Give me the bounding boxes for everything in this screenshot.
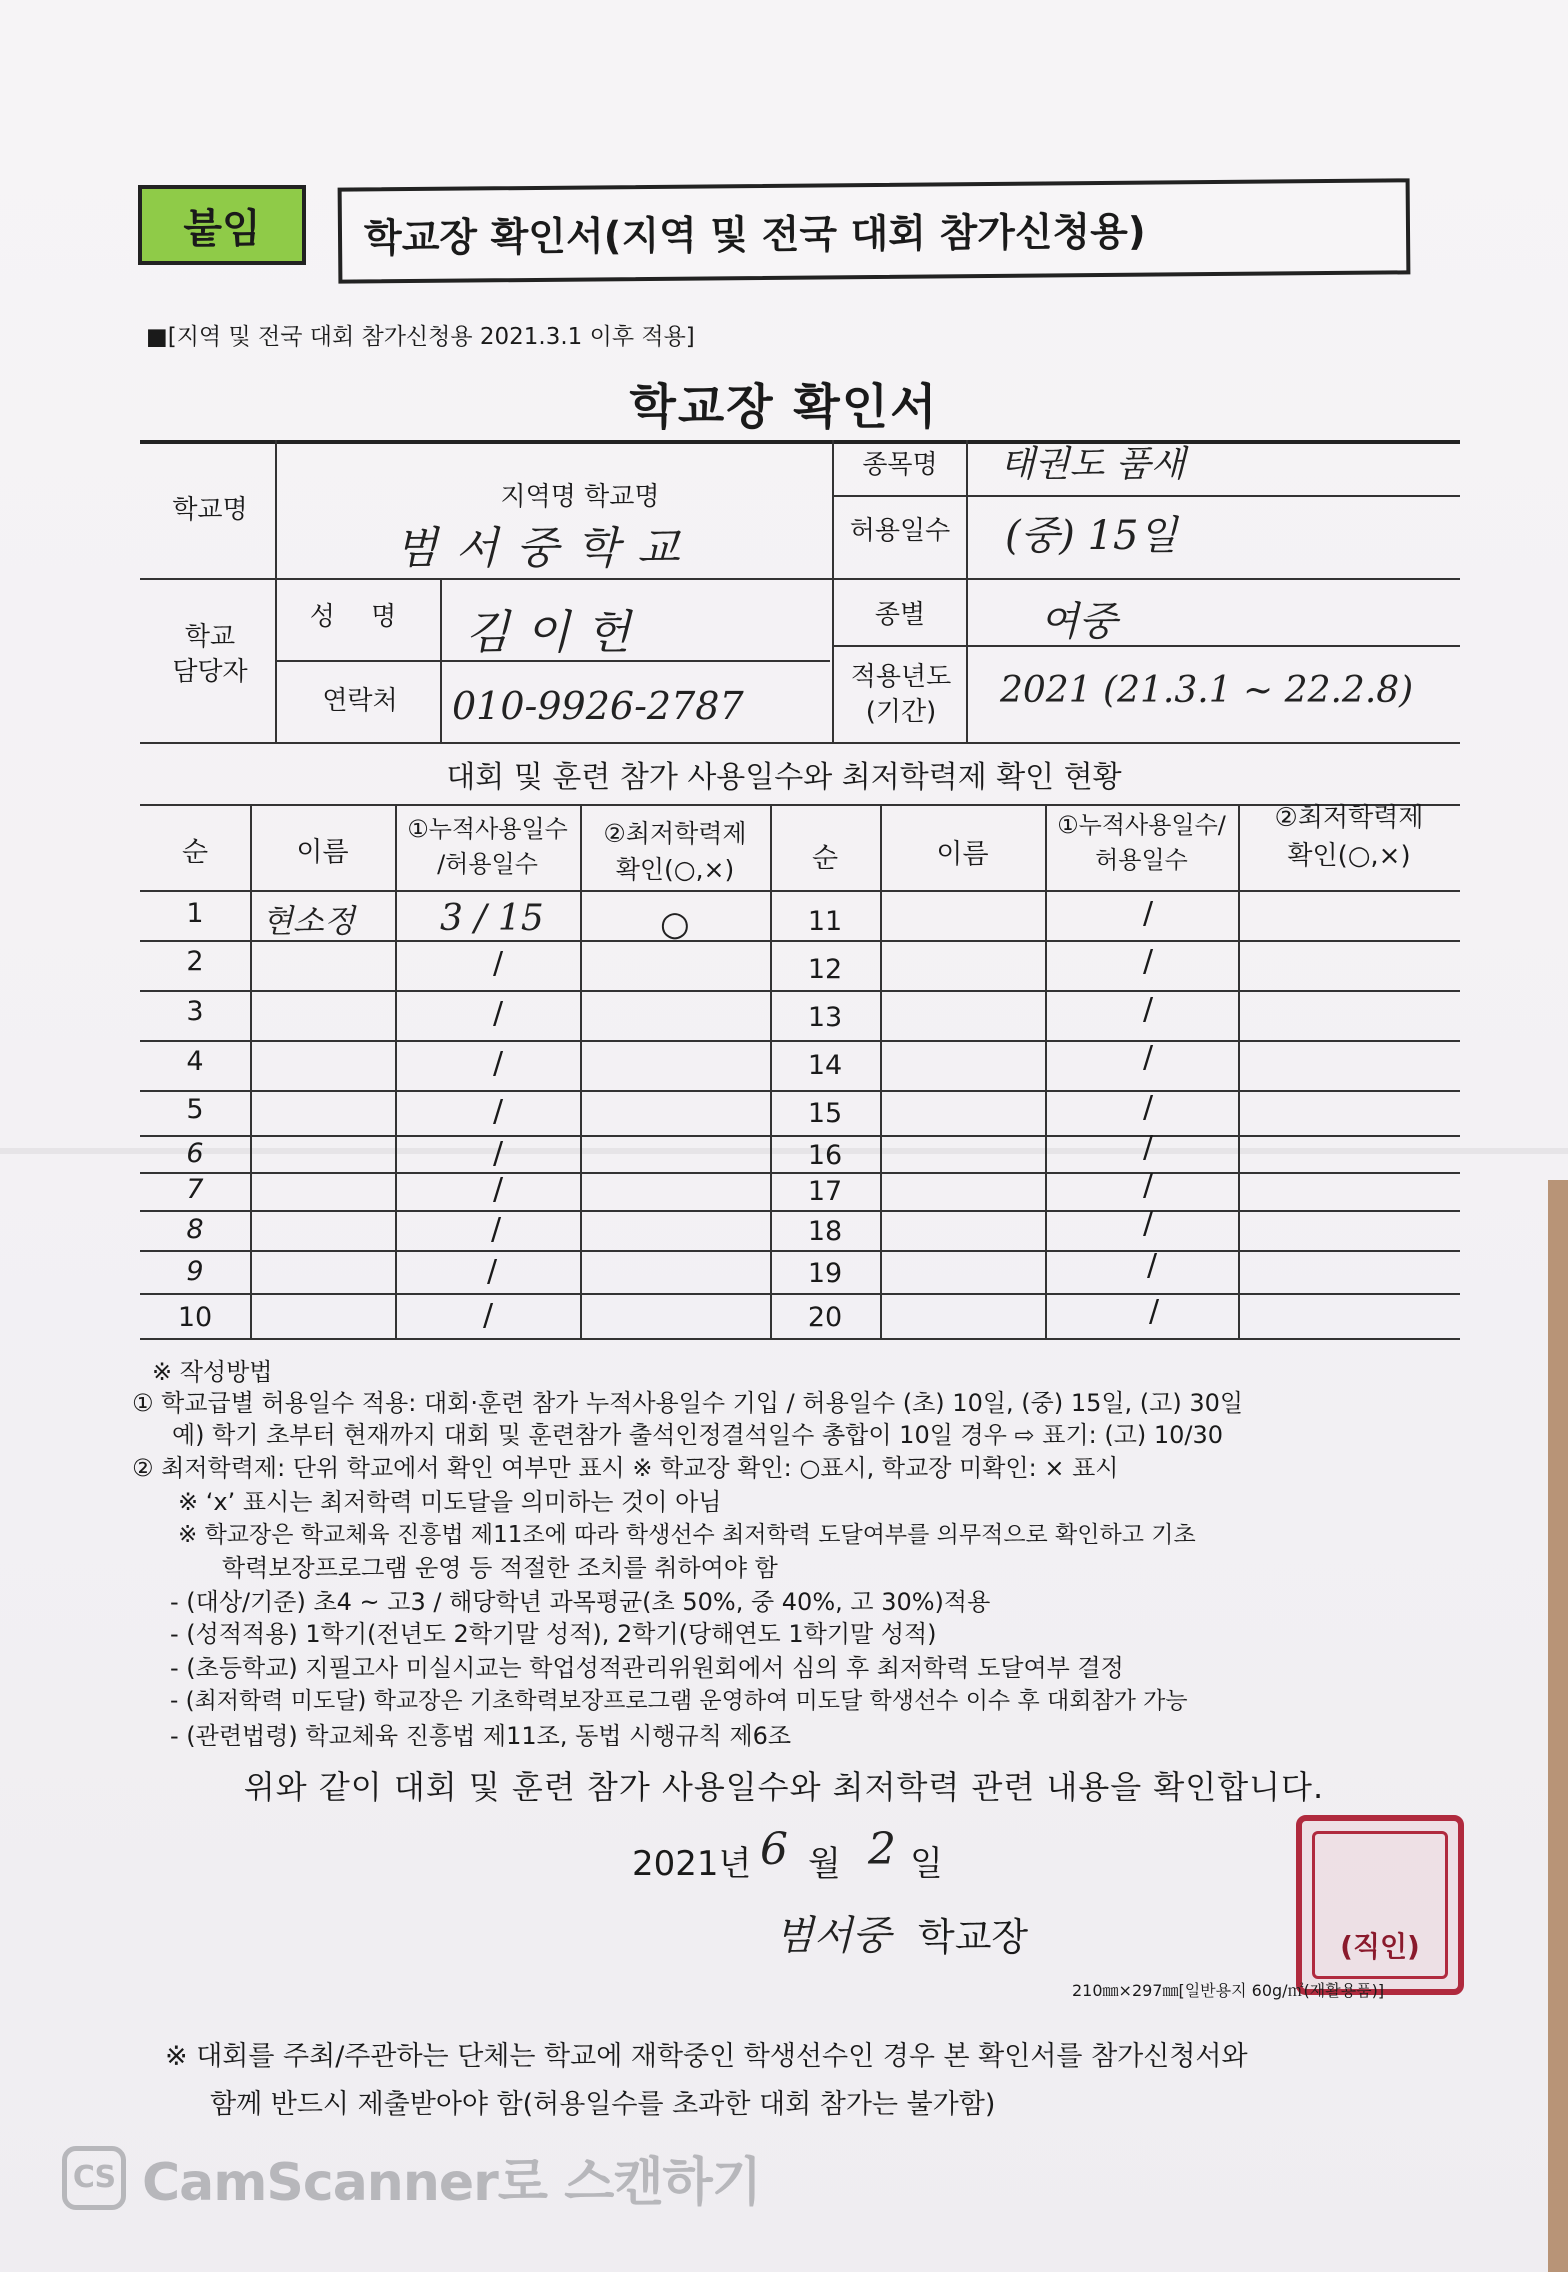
info-table-bottom-border [140,742,1460,744]
row-no: 10 [177,1302,213,1333]
event-label: 종목명 [862,450,938,480]
info-table-top-border [140,440,1460,444]
row-days: / [492,1172,504,1207]
note-line: 예) 학기 초부터 현재까지 대회 및 훈련참가 출석인정결석일수 총합이 10일 경우 ⇨ 표기: (고) 10/30 [172,1421,1224,1449]
status-header-bottom [140,890,1460,892]
allowed-days-value: (중) 15일 [1005,513,1178,559]
attachment-badge: 붙임 [138,185,306,265]
status-row-line [140,1090,1460,1092]
row-no-right: 17 [807,1176,843,1207]
info-line [832,645,1460,647]
row-days-right: / [1148,1294,1160,1329]
info-line [140,578,1460,580]
gender-value: 여중 [1040,599,1118,645]
row-days-right: / [1142,992,1154,1027]
gender-label: 종별 [874,600,926,630]
row-days-right: / [1142,944,1154,979]
row-no-right: 16 [807,1140,843,1171]
school-label: 학교명 [172,495,248,525]
background-table-edge [1548,1180,1568,2272]
header-days-right: ①누적사용일수/ 허용일수 [1057,811,1226,874]
header-check-right: ②최저학력제 확인(○,×) [1274,803,1424,871]
camscanner-watermark [62,2140,761,2215]
note-line: ① 학교급별 허용일수 적용: 대회·훈련 참가 누적사용일수 기입 / 허용일수 (초) 10일, (중) 15일, (고) 30일 [132,1389,1244,1417]
info-col-line [832,440,834,742]
date-day-unit: 일 [910,1844,943,1884]
school-caption: 지역명 학교명 [500,482,660,512]
info-col-line [275,440,277,742]
row-days: / [486,1254,498,1289]
row-days: / [490,1212,502,1247]
note-line: ※ 학교장은 학교체육 진흥법 제11조에 따라 학생선수 최저학력 도달여부를 의무적으로 확인하고 기초 [178,1522,1196,1548]
status-row-line [140,1135,1460,1137]
row-no: 5 [186,1094,204,1125]
header-no: 순 [181,837,209,868]
contact-label: 연락처 [322,686,398,716]
date-month: 6 [760,1824,788,1875]
row-no-right: 13 [807,1002,843,1033]
manager-name-value: 김이헌 [465,605,647,659]
notes-heading: ※ 작성방법 [152,1358,273,1386]
status-col-line [395,804,397,1338]
row-name: 현소정 [262,902,355,940]
status-row-line [140,1250,1460,1252]
row-no-right: 15 [807,1098,843,1129]
row-days-right: / [1142,896,1154,931]
row-no-right: 14 [807,1050,843,1081]
status-col-line [1045,804,1047,1338]
row-days: 3 / 15 [440,898,544,939]
row-days-right: / [1142,1090,1154,1125]
row-days-right: / [1142,1206,1154,1241]
note-line: - (초등학교) 지필고사 미실시교는 학업성적관리위원회에서 심의 후 최저학력 도달여부 결정 [170,1654,1124,1682]
paper-spec: 210㎜×297㎜[일반용지 60g/㎡(재활용품)] [1072,1981,1385,2000]
date-day: 2 [868,1824,896,1875]
info-col-line [966,440,968,742]
row-no: 1 [186,898,204,929]
note-line: - (관련법령) 학교체육 진흥법 제11조, 동법 시행규칙 제6조 [170,1722,792,1750]
status-row-line [140,1040,1460,1042]
row-check: ○ [660,904,690,944]
note-line: - (최저학력 미도달) 학교장은 기초학력보장프로그램 운영하여 미도달 학생선수 이수 후 대회참가 가능 [170,1688,1188,1714]
row-days: / [492,996,504,1031]
row-days: / [482,1298,494,1333]
contact-value: 010-9926-2787 [452,684,744,728]
note-line: - (대상/기준) 초4 ~ 고3 / 해당학년 과목평균(초 50%, 중 40%, 고 30%)적용 [170,1588,991,1616]
row-days-right: / [1146,1248,1158,1283]
status-row-line [140,1210,1460,1212]
year-value: 2021 (21.3.1 ~ 22.2.8) [1000,670,1414,711]
note-line: ② 최저학력제: 단위 학교에서 확인 여부만 표시 ※ 학교장 확인: ○표시, 학교장 미확인: × 표시 [132,1454,1119,1482]
name-label: 성 명 [309,602,411,632]
year-label: 적용년도 (기간) [850,662,952,728]
row-no-right: 18 [807,1216,843,1247]
row-days-right: / [1142,1040,1154,1075]
status-row-line [140,1172,1460,1174]
status-col-line [880,804,882,1338]
row-days: / [492,1046,504,1081]
confirmation-statement: 위와 같이 대회 및 훈련 참가 사용일수와 최저학력 관련 내용을 확인합니다. [243,1768,1325,1806]
row-no: 7 [186,1174,204,1205]
row-no-right: 19 [807,1258,843,1289]
status-col-line [1238,804,1240,1338]
main-title: 학교장 확인서 [629,379,939,435]
header-days: ①누적사용일수 /허용일수 [407,815,568,878]
note-line: ※ ‘x’ 표시는 최저학력 미도달을 의미하는 것이 아님 [178,1488,722,1516]
date-year: 2021년 [632,1844,752,1884]
status-table-bottom-border [140,1338,1460,1340]
signature-title: 학교장 [918,1915,1029,1959]
status-row-line [140,990,1460,992]
row-no: 2 [186,946,204,977]
row-days-right: / [1142,1130,1154,1165]
row-no-right: 20 [807,1302,843,1333]
info-col-line [440,578,442,742]
applicability-note: ■[지역 및 전국 대회 참가신청용 2021.3.1 이후 적용] [146,324,695,350]
row-days-right: / [1142,1168,1154,1203]
row-no: 9 [186,1256,204,1287]
header-check: ②최저학력제 확인(○,×) [603,819,747,885]
header-no-right: 순 [811,843,839,874]
official-seal [1296,1815,1464,1995]
row-no: 4 [186,1046,204,1077]
camscanner-logo-icon: CS [62,2146,126,2210]
footer-note: ※ 대회를 주최/주관하는 단체는 학교에 재학중인 학생선수인 경우 본 확인서를 참가신청서와 [165,2041,1248,2072]
signature-school: 범서중 [775,1913,891,1959]
header-name-right: 이름 [936,839,989,870]
allowed-days-label: 허용일수 [849,516,951,546]
note-line: - (성적적용) 1학기(전년도 2학기말 성적), 2학기(당해연도 1학기말 성적) [170,1620,937,1648]
info-line [832,495,1460,497]
row-days: / [492,946,504,981]
row-no: 8 [186,1214,204,1245]
note-line: 학력보장프로그램 운영 등 적절한 조치를 취하여야 함 [222,1554,778,1582]
row-no-right: 12 [807,954,843,985]
row-days: / [492,1094,504,1129]
watermark-text: CamScanner로 스캔하기 [142,2153,762,2213]
status-row-line [140,1293,1460,1295]
row-no: 6 [186,1138,204,1169]
row-no: 3 [186,996,204,1027]
header-name: 이름 [296,837,349,868]
status-col-line [250,804,252,1338]
school-name-value: 범서중학교 [395,523,698,574]
manager-label: 학교 담당자 [172,622,248,688]
row-no-right: 11 [807,906,843,937]
footer-note: 함께 반드시 제출받아야 함(허용일수를 초과한 대회 참가는 불가함) [210,2089,996,2120]
seal-text: (직인) [1340,1930,1420,1963]
document-title-box: 학교장 확인서(지역 및 전국 대회 참가신청용) [338,178,1411,283]
status-title: 대회 및 훈련 참가 사용일수와 최저학력제 확인 현황 [446,760,1122,795]
row-days: / [492,1136,504,1171]
date-month-unit: 월 [808,1844,841,1884]
event-value: 태권도 품새 [1000,444,1186,485]
